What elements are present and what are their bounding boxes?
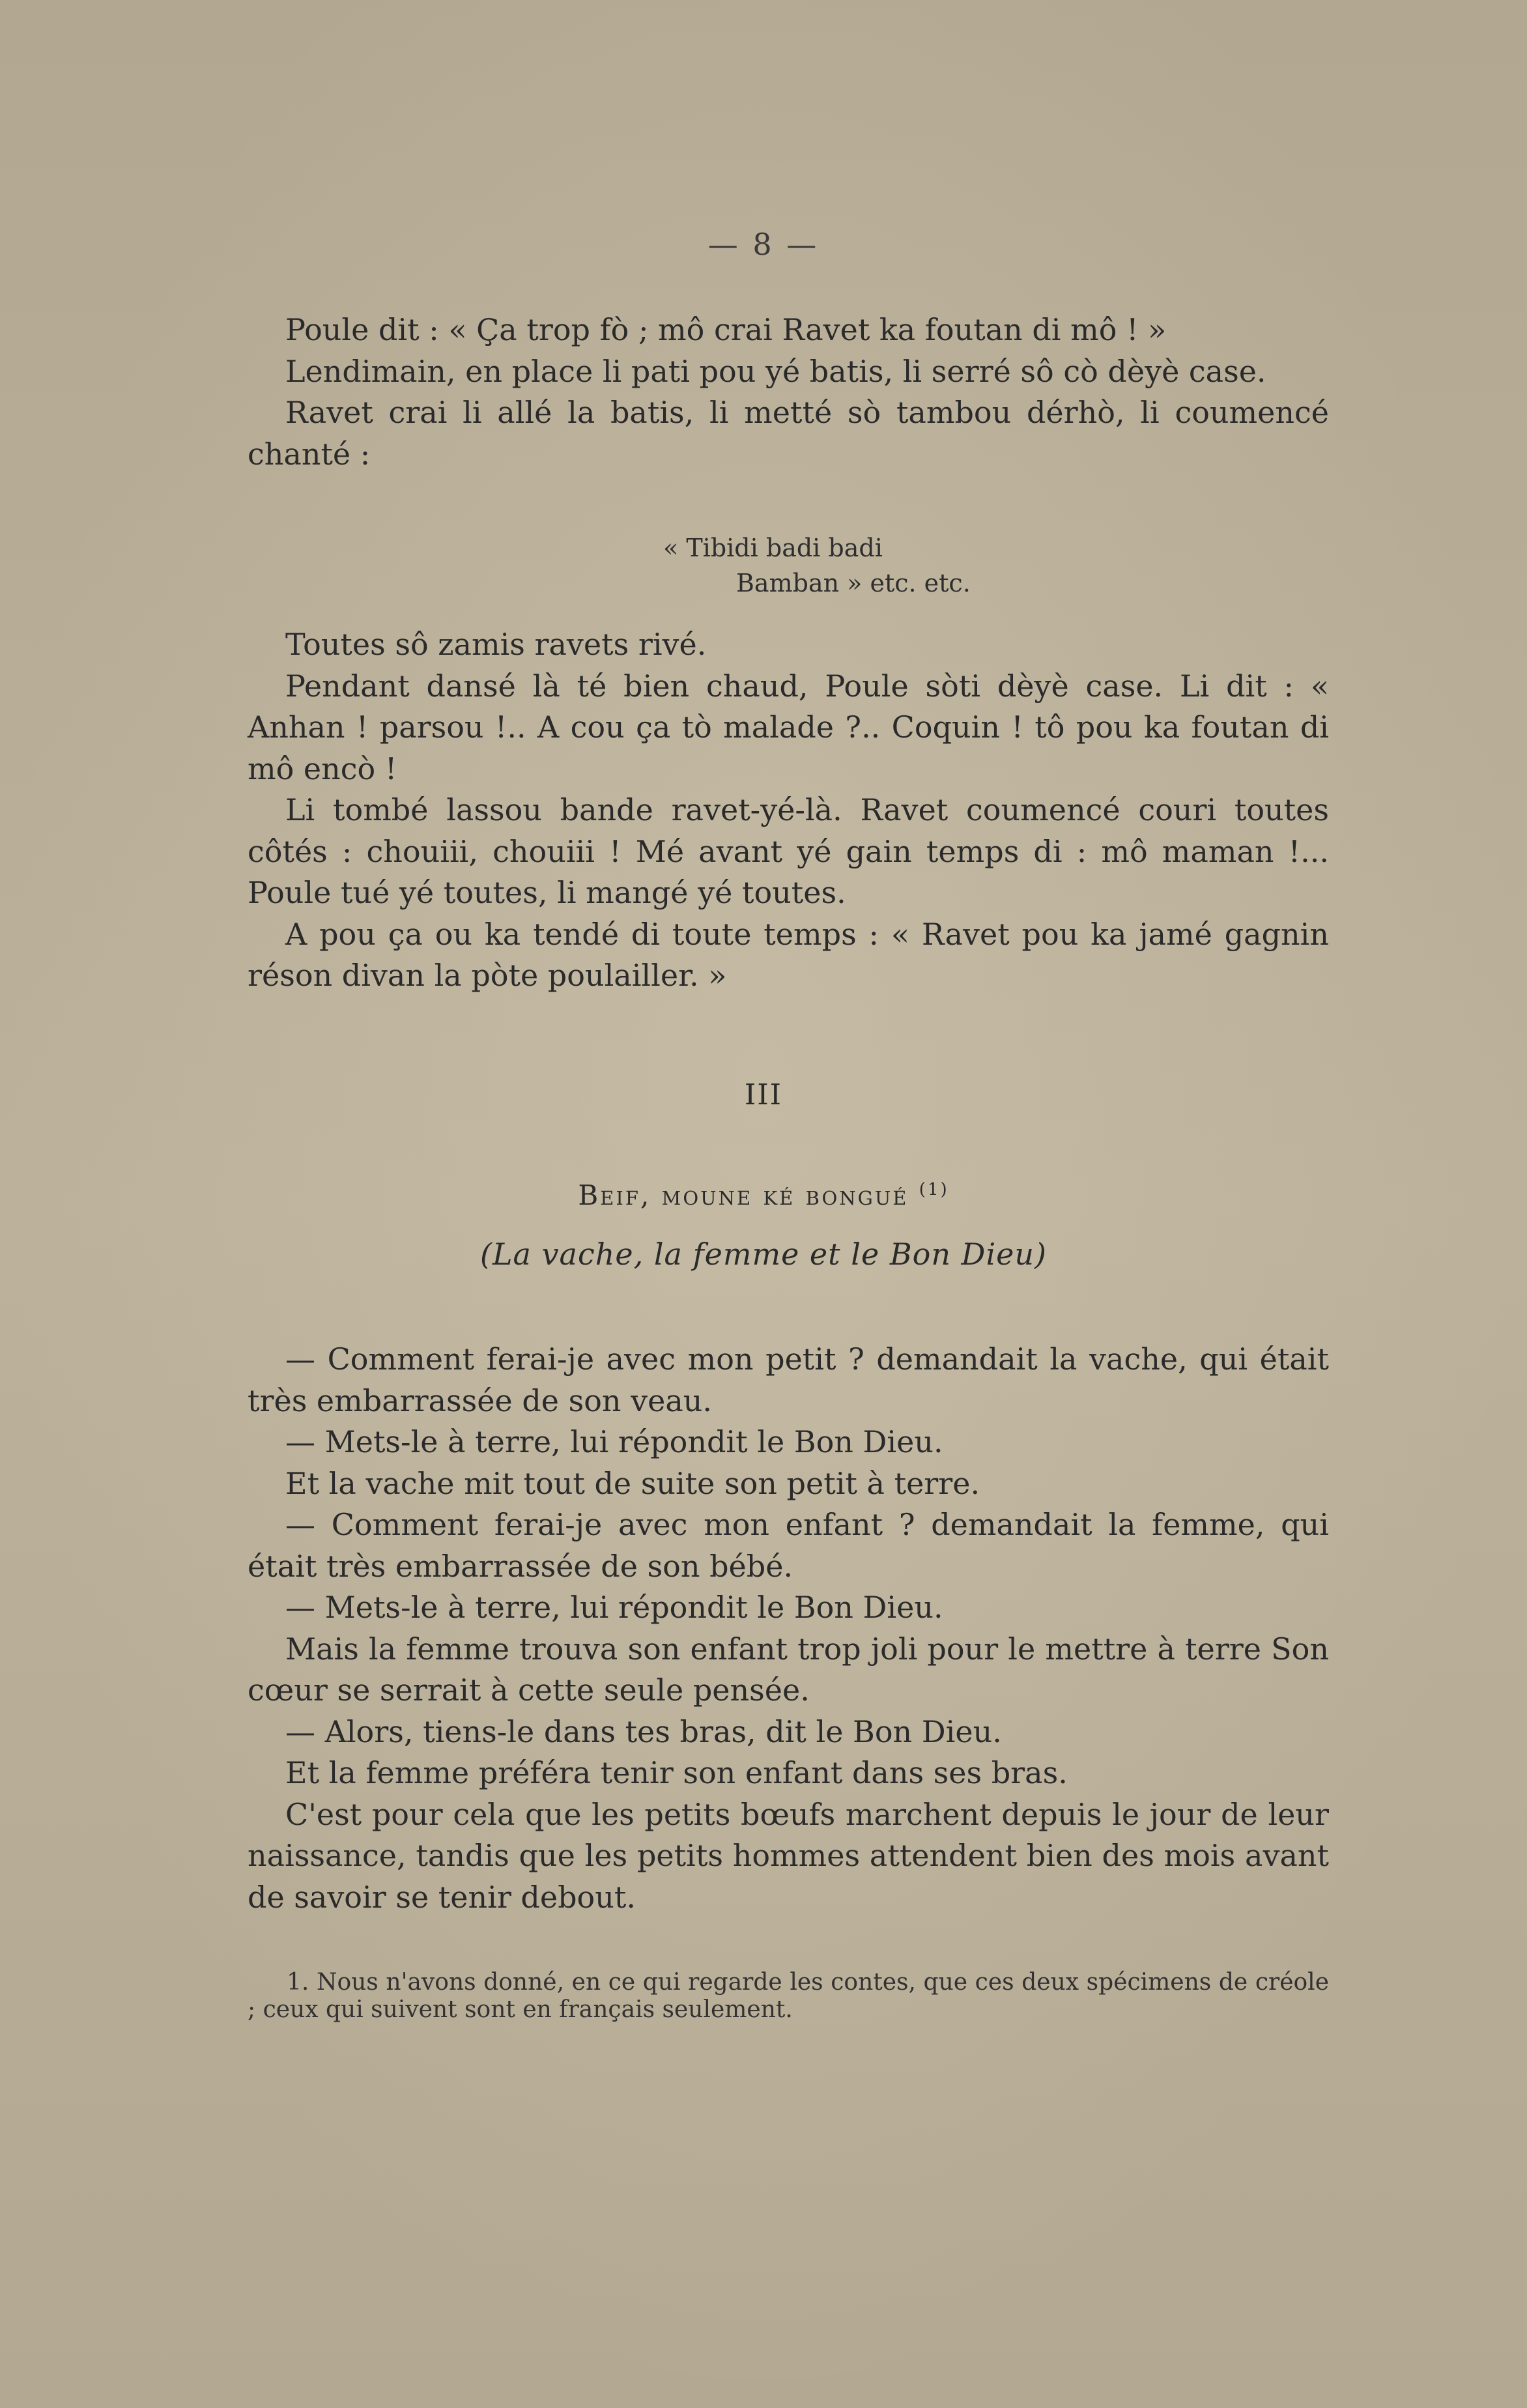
paragraph: — Comment ferai-je avec mon enfant ? demandait la femme, qui était très embarrassée de son bébé. — [248, 1507, 1329, 1584]
paragraph: Mais la femme trouva son enfant trop joli pour le mettre à terre Son cœur se serrait à cette seule pensée. — [248, 1631, 1329, 1708]
paragraph: — Alors, tiens-le dans tes bras, dit le Bon Dieu. — [285, 1713, 1002, 1749]
section-number: III — [744, 1078, 783, 1111]
story-title — [0, 1179, 1527, 1211]
story-subtitle: (La vache, la femme et le Bon Dieu) — [480, 1237, 1047, 1272]
story-ending-bottom — [248, 624, 1329, 997]
footnote: 1. Nous n'avons donné, en ce qui regarde les contes, que ces deux spécimens de créole ; ceux qui suivent sont en français seulement. — [248, 1969, 1329, 2023]
paragraph: Pendant dansé là té bien chaud, Poule sòti dèyè case. Li dit : « Anhan ! parsou !.. A cou ça tò malade ?.. Coquin ! tô pou ka foutan di mô encò ! — [248, 668, 1329, 786]
paragraph: — Mets-le à terre, lui répondit le Bon Dieu. — [285, 1424, 943, 1459]
story-title-text: Beif, moune ké bongué — [578, 1179, 909, 1211]
song-verse-line-1: « Tibidi badi badi — [663, 534, 883, 562]
paragraph: Ravet crai li allé la batis, li metté sò tambou dérhò, li coumencé chanté : — [248, 395, 1329, 472]
paragraph: A pou ça ou ka tendé di toute temps : « Ravet pou ka jamé gagnin réson divan la pòte poulailler. » — [248, 916, 1329, 993]
story-body — [248, 1339, 1329, 1918]
paragraph: Et la femme préféra tenir son enfant dans ses bras. — [285, 1755, 1068, 1790]
page-number: — 8 — — [707, 227, 820, 262]
paragraph: Lendimain, en place li pati pou yé batis, li serré sô cò dèyè case. — [285, 353, 1266, 389]
paragraph: Poule dit : « Ça trop fò ; mô crai Ravet ka foutan di mô ! » — [285, 312, 1167, 347]
paragraph: Li tombé lassou bande ravet-yé-là. Ravet coumencé couri toutes côtés : chouiii, chouiii ! Mé avant yé gain temps di : mô maman !... Poule tué yé toutes, li mangé yé toutes. — [248, 792, 1329, 910]
paragraph: Et la vache mit tout de suite son petit à terre. — [285, 1465, 980, 1501]
footnote-marker: (1) — [919, 1180, 949, 1199]
paragraph: — Comment ferai-je avec mon petit ? demandait la vache, qui était très embarrassée de son veau. — [248, 1341, 1329, 1418]
paragraph: C'est pour cela que les petits bœufs marchent depuis le jour de leur naissance, tandis que les petits hommes attendent bien des mois avant de savoir se tenir debout. — [248, 1796, 1329, 1915]
paragraph: Toutes sô zamis ravets rivé. — [285, 627, 707, 662]
song-verse-line-2: Bamban » etc. etc. — [736, 569, 971, 597]
story-ending-top — [248, 309, 1329, 475]
paragraph: — Mets-le à terre, lui répondit le Bon Dieu. — [285, 1590, 943, 1625]
